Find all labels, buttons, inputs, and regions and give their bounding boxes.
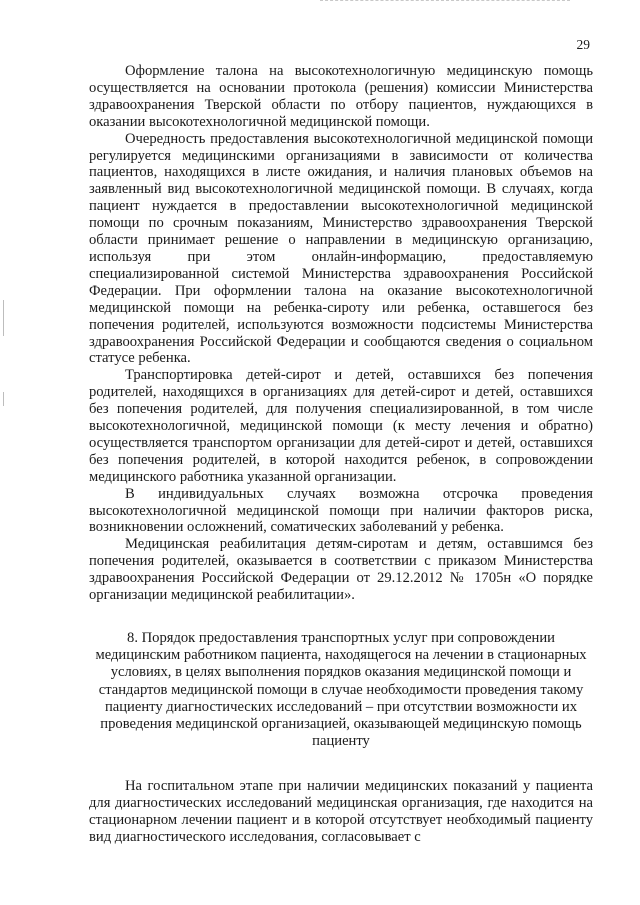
paragraph-orphan-transport: Транспортировка детей-сирот и детей, оставшихся без попечения родителей, находящихся в организациях для детей-сирот и детей, оставшихся без попечения родителей, для получения специализированной, в том числе высокотехнологичной, медицинской помощи (к месту лечения и обратно) осуществляется транспортом организации для детей-сирот и детей, оставшихся без попечения родителей, в которой находится ребенок, в сопровождении медицинского работника указанной организации. [89,367,593,485]
paragraph-rehabilitation: Медицинская реабилитация детям-сиротам и детям, оставшимся без попечения родителей, оказывается в соответствии с приказом Министерства здравоохранения Российской Федерации от 29.12.2012 № 1705н «О порядке организации медицинской реабилитации». [89,536,593,604]
scan-edge-line [320,0,570,2]
section-heading: 8. Порядок предоставления транспортных услуг при сопровождении медицинским работником пациента, находящегося на лечении в стационарных условиях, в целях выполнения порядков оказания медицинской помощи и стандартов медицинской помощи в случае необходимости проведения такому пациенту диагностических исследований – при отсутствии возможности их проведения медицинской организацией, оказывающей медицинскую помощь пациенту [95,630,587,750]
paragraph-hospital-stage: На госпитальном этапе при наличии медицинских показаний у пациента для диагностических исследований медицинская организация, где находится на стационарном лечении пациент и в которой отсутствует необходимый пациенту вид диагностического исследования, согласовывает с [89,778,593,846]
paragraph-queue-order: Очередность предоставления высокотехнологичной медицинской помощи регулируется медицинскими организациями в зависимости от количества пациентов, находящихся в листе ожидания, и наличия плановых объемов на заявленный вид высокотехнологичной медицинской помощи. В случаях, когда пациент нуждается в предоставлении высокотехнологичной медицинской помощи по срочным показаниям, Министерство здравоохранения Тверской области принимает решение о направлении в медицинскую организацию, используя при этом онлайн-информацию, предоставляемую специализированной системой Министерства здравоохранения Российской Федерации. При оформлении талона на оказание высокотехнологичной медицинской помощи на ребенка-сироту или ребенка, оставшегося без попечения родителей, используются возможности подсистемы Министерства здравоохранения Российской Федерации и сообщаются сведения о социальном статусе ребенка. [89,130,593,367]
paragraph-postponement: В индивидуальных случаях возможна отсрочка проведения высокотехнологичной медицинской помощи при наличии факторов риска, возникновении осложнений, соматических заболеваний у ребенка. [89,485,593,536]
paragraph-ticket-registration: Оформление талона на высокотехнологичную медицинскую помощь осуществляется на основании протокола (решения) комиссии Министерства здравоохранения Тверской области по отбору пациентов, нуждающихся в оказании высокотехнологичной медицинской помощи. [89,63,593,130]
scan-margin-mark [3,392,4,406]
document-body [89,63,593,846]
scan-margin-mark [3,300,4,336]
page-number: 29 [576,37,590,52]
